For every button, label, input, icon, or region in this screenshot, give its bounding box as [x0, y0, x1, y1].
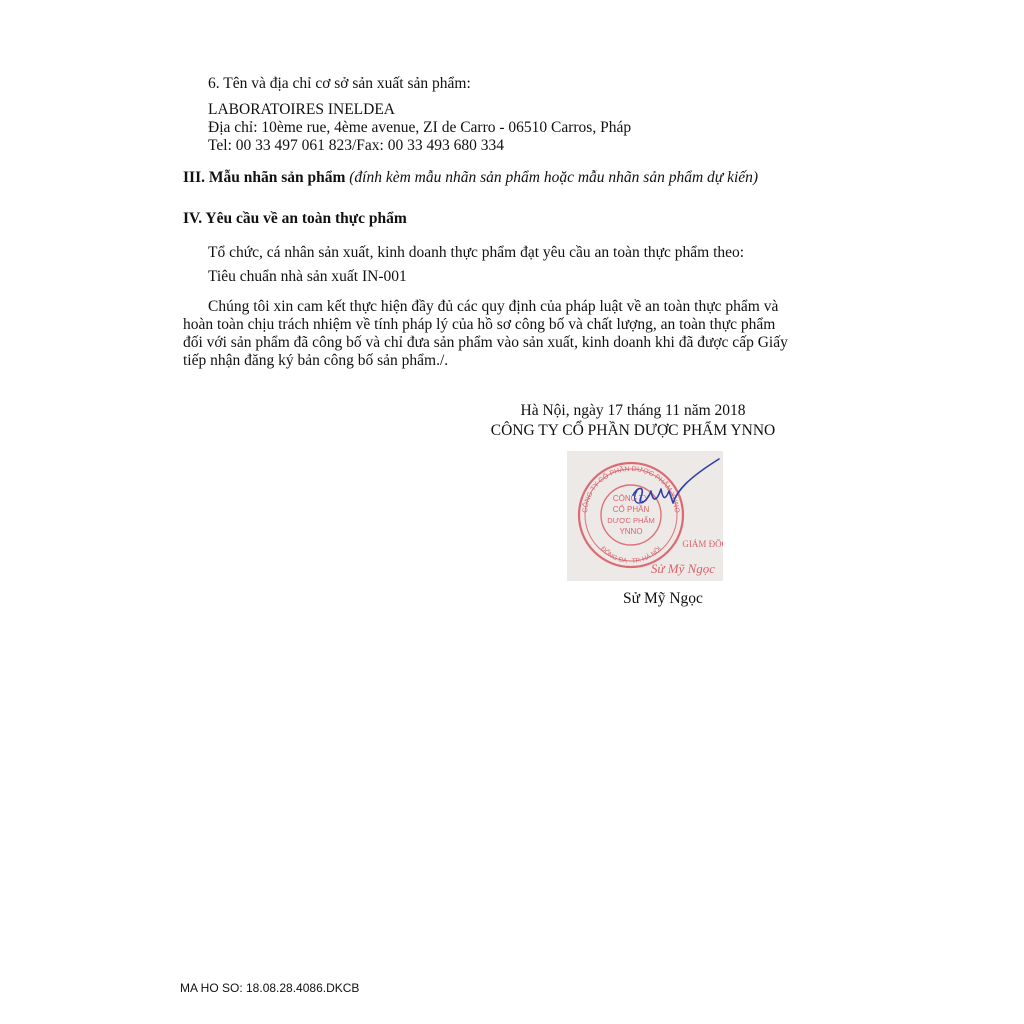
seal-title-text: GIÁM ĐỐ: [682, 539, 722, 549]
manufacturer-address: Địa chỉ: 10ème rue, 4ème avenue, ZI de Carro - 06510 Carros, Pháp: [208, 119, 632, 136]
commitment-line4: tiếp nhận đăng ký bản công bố sản phẩm./.: [183, 352, 449, 369]
section4-title: IV. Yêu cầu về an toàn thực phẩm: [183, 210, 407, 227]
manufacturer-contact: Tel: 00 33 497 061 823/Fax: 00 33 493 680 334: [208, 137, 504, 154]
seal-center-line2: CỔ PHẦN: [612, 505, 650, 514]
seal-bottom-text: ĐỐNG ĐA - TP. HÀ NỘI: [599, 545, 664, 566]
commitment-line3: đối với sản phẩm đã công bố và chỉ đưa sản phẩm vào sản xuất, kinh doanh khi đã được cấp Giấy: [183, 334, 788, 351]
manufacturer-name: LABORATOIRES INELDEA: [208, 101, 395, 118]
section6-heading: 6. Tên và địa chỉ cơ sở sản xuất sản phẩm:: [208, 75, 471, 92]
seal-center-line4: YNNO: [619, 527, 643, 536]
red-seal-icon: [567, 451, 723, 581]
signatory-name: Sử Mỹ Ngọc: [623, 590, 703, 607]
seal-center-line3: DƯỢC PHẨM: [607, 516, 655, 525]
section4-line2: Tiêu chuẩn nhà sản xuất IN-001: [208, 268, 407, 285]
seal-handwritten-name: Sử Mỹ Ngọc: [650, 561, 716, 576]
place-date: Hà Nội, ngày 17 tháng 11 năm 2018: [520, 402, 746, 419]
company-seal-signature: [567, 451, 723, 581]
company-name: CÔNG TY CỔ PHẦN DƯỢC PHẨM YNNO: [490, 422, 776, 439]
section3-title: III. Mẫu nhãn sản phẩm: [183, 169, 346, 186]
section3-note: (đính kèm mẫu nhãn sản phẩm hoặc mẫu nhãn sản phẩm dự kiến): [349, 169, 759, 186]
commitment-line2: hoàn toàn chịu trách nhiệm về tính pháp lý của hồ sơ công bố và chất lượng, an toàn thực phẩm: [183, 316, 776, 333]
commitment-line1: Chúng tôi xin cam kết thực hiện đầy đủ các quy định của pháp luật về an toàn thực phẩm và: [208, 298, 779, 315]
seal-center-line1: CÔNG TY: [612, 494, 650, 503]
section3-heading: [183, 169, 758, 187]
seal-ring-text: CÔNG TY CỔ PHẦN DƯỢC PHẨM YNNO: [581, 465, 681, 514]
file-code: MA HO SO: 18.08.28.4086.DKCB: [180, 981, 360, 995]
section4-line1: Tổ chức, cá nhân sản xuất, kinh doanh thực phẩm đạt yêu cầu an toàn thực phẩm theo:: [208, 244, 745, 261]
